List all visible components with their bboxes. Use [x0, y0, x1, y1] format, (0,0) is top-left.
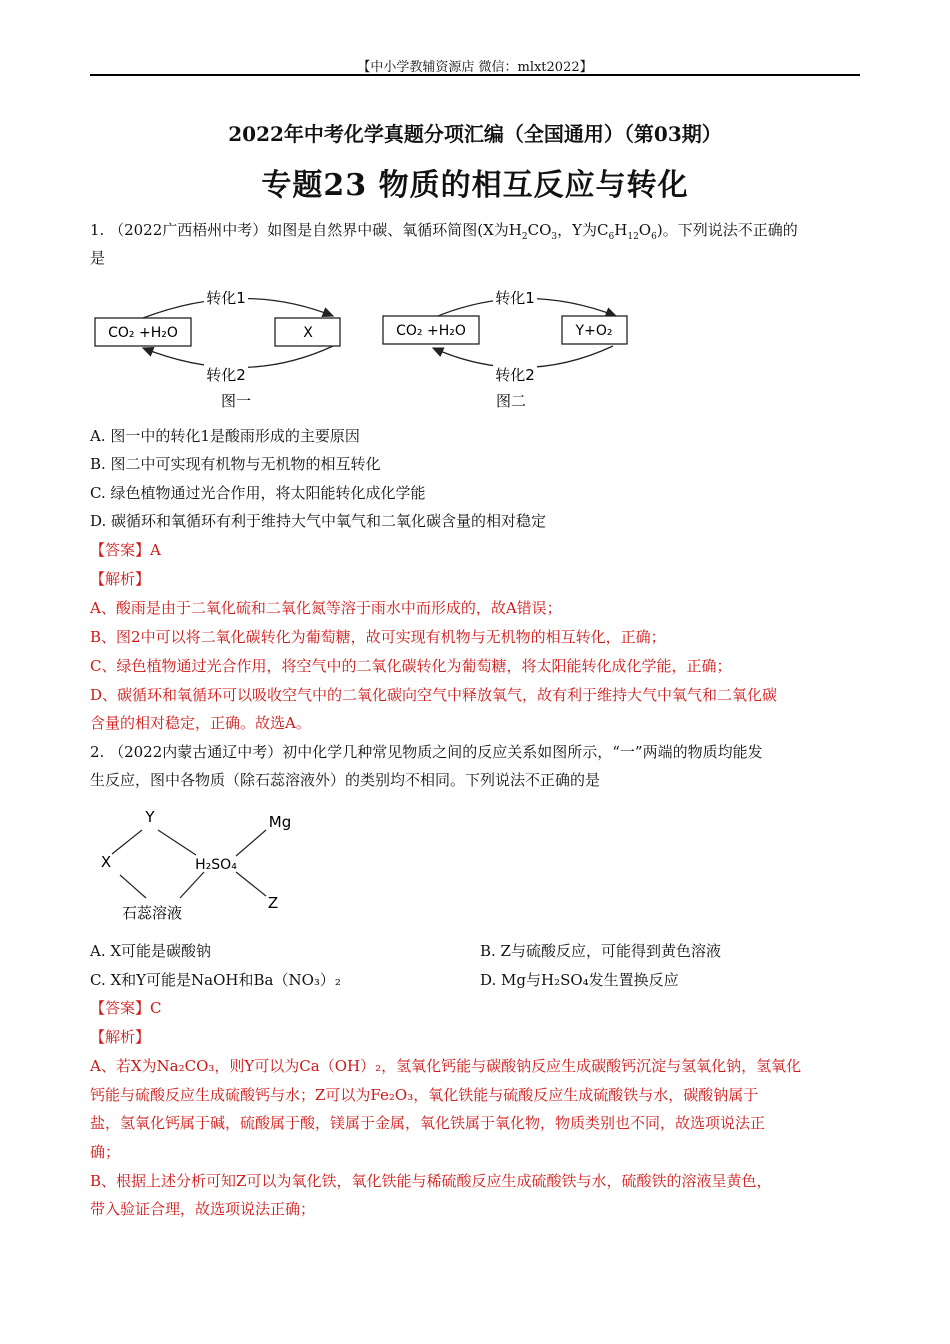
node-z: Z — [267, 894, 279, 912]
header-divider — [90, 74, 860, 76]
fig2-left-label: CO₂ +H₂O — [396, 323, 466, 339]
q2-analysis-line: 钙能与硫酸反应生成硫酸钙与水；Z可以为Fe₂O₃，氧化铁能与硫酸反应生成硫酸铁与水，碳酸钠属于 — [90, 1086, 759, 1104]
fig1 — [95, 288, 340, 410]
fig1-left-label: CO₂ +H₂O — [108, 325, 178, 341]
q1-analysis-line: D、碳循环和氧循环可以吸收空气中的二氧化碳向空气中释放氧气，故有利于维持大气中氧气和二氧化碳 — [90, 686, 778, 704]
q1-option-a: A. 图一中的转化1是酸雨形成的主要原因 — [90, 427, 360, 445]
q1-answer: 【答案】A — [90, 541, 161, 559]
node-litmus: 石蕊溶液 — [121, 904, 183, 922]
topic-title: 专题23 物质的相互反应与转化 — [261, 168, 689, 203]
q1-cycle-diagram — [88, 280, 648, 420]
q2-reaction-diagram — [90, 800, 320, 930]
node-y: Y — [145, 808, 155, 826]
fig2-right-label: Y+O₂ — [575, 323, 613, 339]
q2-option-b: B. Z与硫酸反应，可能得到黄色溶液 — [480, 942, 721, 960]
q1-analysis-line: A、酸雨是由于二氧化硫和二氧化氮等溶于雨水中而形成的，故A错误； — [90, 599, 562, 617]
fig1-bottom-label: 转化2 — [206, 366, 246, 384]
q2-analysis-line: 带入验证合理，故选项说法正确； — [90, 1200, 316, 1218]
fig2-bottom-label: 转化2 — [495, 366, 535, 384]
q1-option-b: B. 图二中可实现有机物与无机物的相互转化 — [90, 455, 381, 473]
q1-option-c: C. 绿色植物通过光合作用，将太阳能转化成化学能 — [90, 484, 426, 502]
q1-analysis-line: 含量的相对稳定，正确。故选A。 — [90, 714, 311, 732]
q1-option-d: D. 碳循环和氧循环有利于维持大气中氧气和二氧化碳含量的相对稳定 — [90, 512, 547, 530]
q2-analysis-label: 【解析】 — [90, 1028, 151, 1046]
fig1-caption: 图一 — [220, 392, 252, 410]
node-h2so4: H₂SO₄ — [195, 857, 237, 873]
q1-analysis-line: B、图2中可以将二氧化碳转化为葡萄糖，故可实现有机物与无机物的相互转化，正确； — [90, 628, 666, 646]
fig2-top-label: 转化1 — [495, 289, 535, 307]
q1-analysis-label: 【解析】 — [90, 570, 151, 588]
q2-analysis-line: A、若X为Na₂CO₃，则Y可以为Ca（OH）₂，氢氧化钙能与碳酸钠反应生成碳酸钙沉淀与氢氧化钠，氢氧化 — [90, 1057, 802, 1075]
node-x: X — [100, 853, 112, 871]
q2-option-a: A. X可能是碳酸钠 — [90, 942, 212, 960]
node-mg: Mg — [268, 813, 292, 831]
page-header: 【中小学教辅资源店 微信：mlxt2022】 — [357, 60, 593, 75]
document-title: 2022年中考化学真题分项汇编（全国通用）（第03期） — [228, 122, 722, 146]
q1-analysis-line: C、绿色植物通过光合作用，将空气中的二氧化碳转化为葡萄糖，将太阳能转化成化学能，正确； — [90, 657, 732, 675]
q1-stem-cont: 是 — [90, 249, 106, 267]
q2-analysis-line: 盐，氢氧化钙属于碱，硫酸属于酸，镁属于金属，氧化铁属于氧化物，物质类别也不同，故选项说法正 — [90, 1114, 766, 1132]
q2-analysis-line: 确； — [90, 1143, 121, 1161]
fig2-caption: 图二 — [495, 392, 527, 410]
q2-option-d: D. Mg与H₂SO₄发生置换反应 — [480, 971, 679, 989]
q2-option-c: C. X和Y可能是NaOH和Ba（NO₃）₂ — [90, 971, 341, 989]
q2-analysis-line: B、根据上述分析可知Z可以为氧化铁，氧化铁能与稀硫酸反应生成硫酸铁与水，硫酸铁的溶液呈黄色， — [90, 1172, 772, 1190]
q2-stem-cont: 生反应，图中各物质（除石蕊溶液外）的类别均不相同。下列说法不正确的是 — [90, 771, 601, 789]
q2-answer: 【答案】C — [90, 999, 162, 1017]
q2-stem: 2. （2022内蒙古通辽中考）初中化学几种常见物质之间的反应关系如图所示，“一”两端的物质均能发 — [90, 743, 763, 761]
q1-stem: 1. （2022广西梧州中考）如图是自然界中碳、氧循环简图(X为$H_2CO_3$，Y为$C_6H_{12}O_6$)。下列说法不正确的 — [90, 221, 798, 242]
fig1-right-label: X — [303, 325, 313, 341]
fig1-top-label: 转化1 — [206, 289, 246, 307]
fig2 — [383, 288, 627, 410]
